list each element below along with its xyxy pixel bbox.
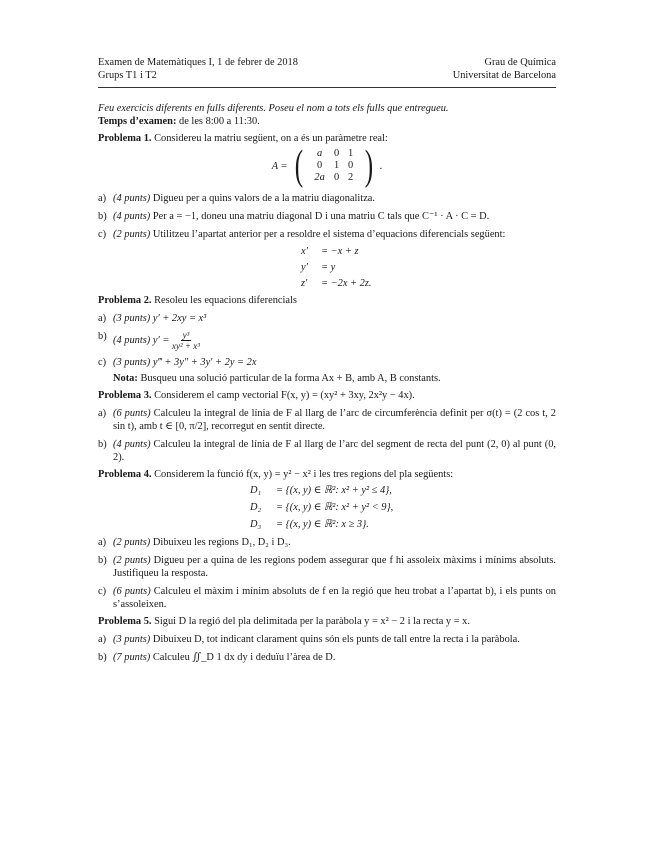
item-points: (4 punts) [113,334,151,346]
item-label: b) [98,331,107,342]
exam-time-value: de les 8:00 a 11:30. [179,116,260,127]
sys-rhs: = −x + z [321,246,359,257]
item-text: Per a = −1, doneu una matriu diagonal D i una matriu C tals que C⁻¹ · A · C = D. [152,211,490,222]
item-label: a) [98,193,107,204]
matrix-lhs: A = [271,160,288,172]
sys-rhs: = y [321,262,336,273]
matrix-entry: 0 [316,160,323,171]
problem-5-text: Sigui D la regió del pla delimitada per la paràbola y = x² − 2 i la recta y = x. [154,616,470,627]
item-text: y′ = [152,334,170,346]
matrix-entry: 0 [347,160,354,171]
problem-5-title: Problema 5. [98,616,152,627]
problem-1-intro [98,132,556,145]
fraction [172,330,200,351]
instructions: Feu exercicis diferents en fulls diferents. Poseu el nom a tots els fulls que entregueu. [98,103,449,114]
item-points: (4 punts) [113,439,151,450]
item-text: y‴ + 3y″ + 3y′ + 2y = 2x [152,357,257,368]
regions [250,484,420,531]
item-text: Dibuixeu les regions D₁, D₂ i D₃. [152,537,291,548]
item-label: c) [98,586,107,597]
sys-lhs: x′ [301,246,308,257]
item-points: (4 punts) [113,211,151,222]
exam-time [98,115,556,128]
problem-4-item-a [98,536,556,549]
item-text: Digueu per a quins valors de a la matriu diagonalitza. [152,193,376,204]
matrix-entry: 1 [333,160,340,171]
problem-2-item-a [98,312,556,325]
item-label: c) [98,357,107,368]
problem-1-item-a [98,192,556,205]
region-lhs: D₂ [250,502,262,513]
problem-5-item-a [98,633,556,646]
item-points: (2 punts) [113,229,151,240]
region-rhs: = {(x, y) ∈ ℝ²: x² + y² < 9}, [276,502,394,513]
sys-rhs: = −2x + 2z. [321,278,372,289]
item-label: b) [98,211,107,222]
item-points: (3 punts) [113,357,151,368]
problem-3-intro [98,389,556,402]
exam-page [98,56,556,664]
problem-2-note [113,372,556,385]
item-points: (2 punts) [113,555,151,566]
problem-1-item-b [98,210,556,223]
item-text: Calculeu ∬_D 1 dx dy i deduïu l’àrea de D. [152,652,336,663]
region-lhs: D₁ [250,485,262,496]
problem-3-item-a [98,407,556,433]
item-text: Calculeu el màxim i mínim absoluts de f en la regió que heu trobat a l’apartat b), i els punts on s’assoleixen. [113,586,556,610]
item-points: (4 punts) [113,193,151,204]
problem-4-text: Considerem la funció f(x, y) = y² − x² i les tres regions del pla següents: [154,469,454,480]
item-label: a) [98,537,107,548]
item-points: (3 punts) [113,634,151,645]
item-text: y′ + 2xy = x³ [152,313,207,324]
header-left [98,56,298,82]
item-label: a) [98,313,107,324]
note-label: Nota: [113,373,138,384]
groups: Grups T1 i T2 [98,70,157,81]
problem-4-title: Problema 4. [98,469,152,480]
problem-2-item-c [98,356,556,369]
right-paren: ) [364,143,373,189]
fraction-denominator: xy² + x³ [171,341,200,351]
item-label: b) [98,652,107,663]
matrix-entry: 0 [333,148,340,159]
matrix-entry: 1 [347,148,354,159]
sys-lhs: y′ [301,262,308,273]
problem-1-title: Problema 1. [98,133,152,144]
item-label: a) [98,408,107,419]
matrix-entry: 0 [333,172,340,183]
problem-3-text: Considerem el camp vectorial F(x, y) = (xy² + 3xy, 2x²y − 4x). [154,390,415,401]
region-lhs: D₃ [250,519,262,530]
item-label: b) [98,439,107,450]
matrix-entry: 2 [347,172,354,183]
ode-system [301,245,391,290]
item-text: Digueu per a quina de les regions podem assegurar que f hi assoleix màxims i mínims absoluts. Justifiqueu la resposta. [113,555,556,579]
sys-lhs: z′ [301,278,308,289]
matrix-entries [310,148,358,184]
matrix-entry: 2a [314,172,325,183]
item-text: Calculeu la integral de línia de F al llarg de l’arc de circumferència definit per σ(t) = (2 cos t, 2 sin t), amb t ∈ [0, π/2], recorregut en sentit directe. [113,408,556,432]
item-text: Dibuixeu D, tot indicant clarament quins són els punts de tall entre la recta i la paràbola. [152,634,520,645]
matrix-entry: a [316,148,323,159]
left-paren: ( [294,143,303,189]
university: Universitat de Barcelona [452,70,556,81]
degree: Grau de Química [484,57,556,68]
problem-3-title: Problema 3. [98,390,152,401]
item-text: Utilitzeu l’apartat anterior per a resoldre el sistema d’equacions diferencials següent: [152,229,506,240]
problem-4-item-b [98,554,556,580]
problem-5-item-b [98,651,556,664]
problem-5-intro [98,615,556,628]
problem-4-intro [98,468,556,481]
header-right [453,56,556,82]
problem-1-text: Considereu la matriu següent, on a és un paràmetre real: [154,133,388,144]
matrix-A [98,145,556,187]
problem-1-item-c [98,228,556,241]
problem-2-item-b [98,330,556,351]
item-points: (3 punts) [113,313,151,324]
problem-4-item-c [98,585,556,611]
region-rhs: = {(x, y) ∈ ℝ²: x ≥ 3}. [276,519,369,530]
problem-3-item-b [98,438,556,464]
exam-title: Examen de Matemàtiques I, 1 de febrer de 2018 [98,57,298,68]
header-rule [98,87,556,88]
exam-header [98,56,556,82]
fraction-numerator: y³ [182,330,190,340]
region-rhs: = {(x, y) ∈ ℝ²: x² + y² ≤ 4}, [276,485,392,496]
item-label: c) [98,229,107,240]
note-text: Busqueu una solució particular de la forma Ax + B, amb A, B constants. [140,373,441,384]
item-text: Calculeu la integral de línia de F al llarg de l’arc del segment de recta del punt (2, 0) al punt (0, 2). [113,439,556,463]
item-label: a) [98,634,107,645]
item-points: (7 punts) [113,652,151,663]
problem-2-title: Problema 2. [98,295,152,306]
exam-time-label: Temps d’examen: [98,116,177,127]
problem-2-text: Resoleu les equacions diferencials [154,295,297,306]
item-points: (6 punts) [113,586,151,597]
item-label: b) [98,555,107,566]
item-points: (6 punts) [113,408,151,419]
matrix-end: . [379,160,383,172]
item-points: (2 punts) [113,537,151,548]
problem-2-intro [98,294,556,307]
